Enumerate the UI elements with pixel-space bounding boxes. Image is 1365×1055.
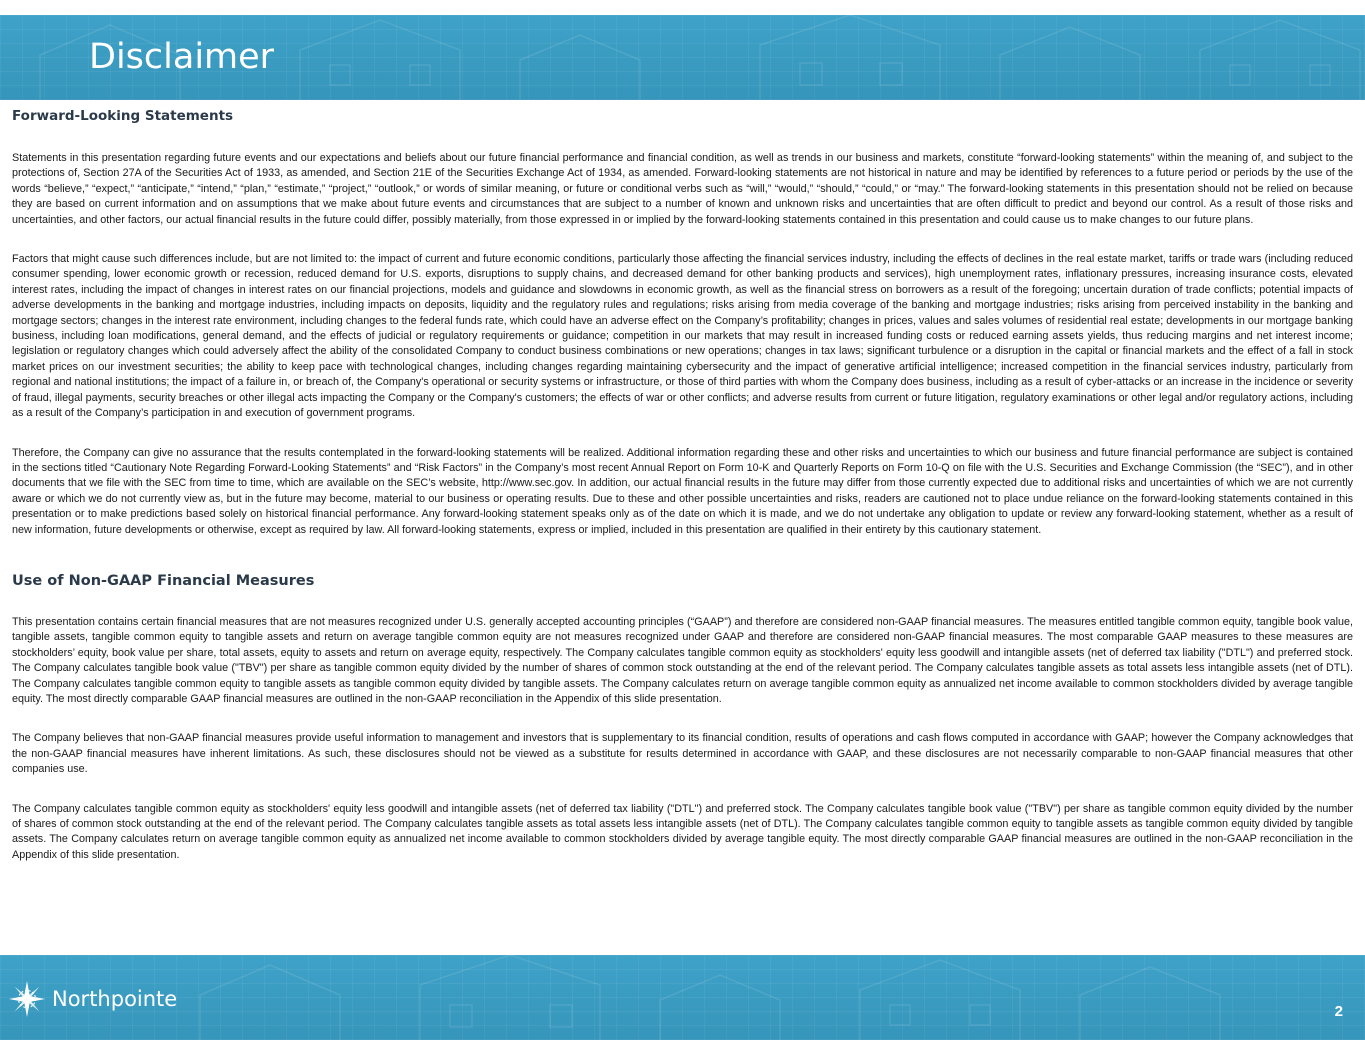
page-title: Disclaimer bbox=[89, 37, 275, 77]
forward-looking-paragraph-1: Statements in this presentation regarding future events and our expectations and beliefs about our future financial performance and financial condition, as well as trends in our business and markets, constitute “forward-looking statements” within the meaning of, and subject to the protections of, Section 27A of the Securities Act of 1933, as amended, and Section 21E of the Securities Exchange Act of 1934, as amended. Forward-looking statements are not historical in nature and may be identified by references to a future period or periods by the use of the words “believe,” “expect,” “anticipate,” “intend,” “plan,” “estimate,” “project,” “outlook,” or words of similar meaning, or future or conditional verbs such as “will,” “would,” “should,” “could,” or “may.” The forward-looking statements in this presentation should not be relied on because they are based on current information and on assumptions that we make about future events and circumstances that are subject to a number of known and unknown risks and uncertainties that are often difficult to predict and beyond our control. As a result of those risks and uncertainties, and other factors, our actual financial results in the future could differ, possibly materially, from those expressed in or implied by the forward-looking statements contained in this presentation and could cause us to make changes to our future plans. bbox=[12, 152, 1353, 226]
non-gaap-paragraph-3: The Company calculates tangible common equity as stockholders' equity less goodwill and intangible assets (net of deferred tax liability ("DTL") and preferred stock. The Company calculates tangible book value ("TBV") per share as tangible common equity divided by the number of shares of common stock outstanding at the end of the relevant period. The Company calculates tangible assets as total assets less intangible assets (net of DTL). The Company calculates tangible common equity to tangible assets as tangible common equity divided by tangible assets. The Company calculates return on average tangible common equity as annualized net income available to common stockholders divided by average tangible equity. The most directly comparable GAAP financial measures are outlined in the non-GAAP reconciliation in the Appendix of this slide presentation. bbox=[12, 802, 1353, 861]
logo-text: Northpointe bbox=[52, 987, 178, 1011]
header-band bbox=[0, 15, 1365, 100]
compass-star-icon bbox=[8, 980, 46, 1018]
forward-looking-heading: Forward-Looking Statements bbox=[12, 108, 234, 124]
footer-band bbox=[0, 955, 1365, 1040]
forward-looking-paragraph-2: Factors that might cause such differences include, but are not limited to: the impact of current and future economic conditions, particularly those affecting the financial services industry, including the effects of declines in the real estate market, tariffs or trade wars (including reduced consumer spending, lower economic growth or recession, reduced demand for U.S. exports, disruptions to supply chains, and decreased demand for other banking products and services), high unemployment rates, inflationary pressures, increasing insurance costs, elevated interest rates, including the impact of changes in interest rates on our financial projections, models and guidance and slowdowns in economic growth, as well as the financial stress on borrowers as a result of the foregoing; uncertain duration of trade conflicts; potential impacts of adverse developments in the banking and mortgage industries, including impacts on deposits, liquidity and the regulatory rules and regulations; risks arising from media coverage of the banking and mortgage industries; risks arising from perceived instability in the banking and mortgage sectors; changes in the interest rate environment, including changes to the federal funds rate, which could have an adverse effect on the Company’s profitability; changes in prices, values and sales volumes of residential real estate; developments in our mortgage banking business, including loan modifications, general demand, and the effects of judicial or regulatory requirements or guidance; competition in our markets that may result in increased funding costs or reduced earning assets yields, thus reducing margins and net interest income; legislation or regulatory changes which could adversely affect the ability of the consolidated Company to conduct business combinations or new operations; changes in tax laws; significant turbulence or a disruption in the capital or financial markets and the effect of a fall in stock market prices on our investment securities; the ability to keep pace with technological changes, including changes regarding maintaining cybersecurity and the impact of generative artificial intelligence; increased competition in the financial services industry, particularly from regional and national institutions; the impact of a failure in, or breach of, the Company's operational or security systems or infrastructure, or those of third parties with whom the Company does business, including as a result of cyber-attacks or an increase in the incidence or severity of fraud, illegal payments, security breaches or other illegal acts impacting the Company or the Company's customers; the effects of war or other conflicts; and adverse results from current or future litigation, regulatory examinations or other legal and/or regulatory actions, including as a result of the Company’s participation in and execution of government programs. bbox=[12, 253, 1353, 420]
disclaimer-content bbox=[12, 106, 1353, 863]
non-gaap-paragraph-2: The Company believes that non-GAAP financial measures provide useful information to management and investors that is supplementary to its financial condition, results of operations and cash flows computed in accordance with GAAP; however the Company acknowledges that the non-GAAP financial measures have inherent limitations. As such, these disclosures should not be viewed as a substitute for results determined in accordance with GAAP, and these disclosures are not necessarily comparable to non-GAAP financial measures that other companies use. bbox=[12, 732, 1353, 776]
house-pattern-background bbox=[0, 955, 1365, 1040]
forward-looking-paragraph-3: Therefore, the Company can give no assurance that the results contemplated in the forward-looking statements will be realized. Additional information regarding these and other risks and uncertainties to which our business and future financial performance are subject is contained in the sections titled “Cautionary Note Regarding Forward-Looking Statements” and “Risk Factors” in the Company’s most recent Annual Report on Form 10-K and Quarterly Reports on Form 10-Q on file with the U.S. Securities and Exchange Commission (the “SEC”), and in other documents that we file with the SEC from time to time, which are available on the SEC’s website, http://www.sec.gov. In addition, our actual financial results in the future may differ from those currently expected due to additional risks and uncertainties of which we are not currently aware or which we do not currently view as, but in the future may become, material to our business or operating results. Due to these and other possible uncertainties and risks, readers are cautioned not to place undue reliance on the forward-looking statements contained in this presentation or to make predictions based solely on historical financial performance. Any forward-looking statement speaks only as of the date on which it is made, and we do not undertake any obligation to update or review any forward-looking statement, whether as a result of new information, future developments or otherwise, except as required by law. All forward-looking statements, express or implied, included in this presentation are qualified in their entirety by this cautionary statement. bbox=[12, 446, 1353, 536]
page-number: 2 bbox=[1334, 1003, 1343, 1020]
top-margin bbox=[0, 0, 1365, 15]
forward-looking-section bbox=[12, 106, 1353, 538]
bottom-margin bbox=[0, 1040, 1365, 1055]
non-gaap-section bbox=[12, 571, 1353, 863]
non-gaap-paragraph-1: This presentation contains certain financial measures that are not measures recognized under U.S. generally accepted accounting principles (“GAAP”) and therefore are considered non-GAAP financial measures. The measures entitled tangible common equity, tangible book value, tangible assets, tangible common equity to tangible assets and return on average tangible common equity are not measures recognized under GAAP and therefore are considered non-GAAP financial measures. The most comparable GAAP measures to these measures are stockholders’ equity, book value per share, total assets, equity to assets and return on average equity, respectively. The Company calculates tangible common equity as stockholders' equity less goodwill and intangible assets (net of deferred tax liability ("DTL") and preferred stock. The Company calculates tangible book value ("TBV") per share as tangible common equity divided by the number of shares of common stock outstanding at the end of the relevant period. The Company calculates tangible assets as total assets less intangible assets (net of DTL). The Company calculates tangible common equity to tangible assets as tangible common equity divided by tangible assets. The Company calculates return on average tangible common equity as annualized net income available to common stockholders divided by average tangible equity. The most directly comparable GAAP financial measures are outlined in the non-GAAP reconciliation in the Appendix of this slide presentation. bbox=[12, 615, 1353, 705]
non-gaap-heading: Use of Non-GAAP Financial Measures bbox=[12, 572, 315, 589]
northpointe-logo bbox=[8, 979, 177, 1019]
